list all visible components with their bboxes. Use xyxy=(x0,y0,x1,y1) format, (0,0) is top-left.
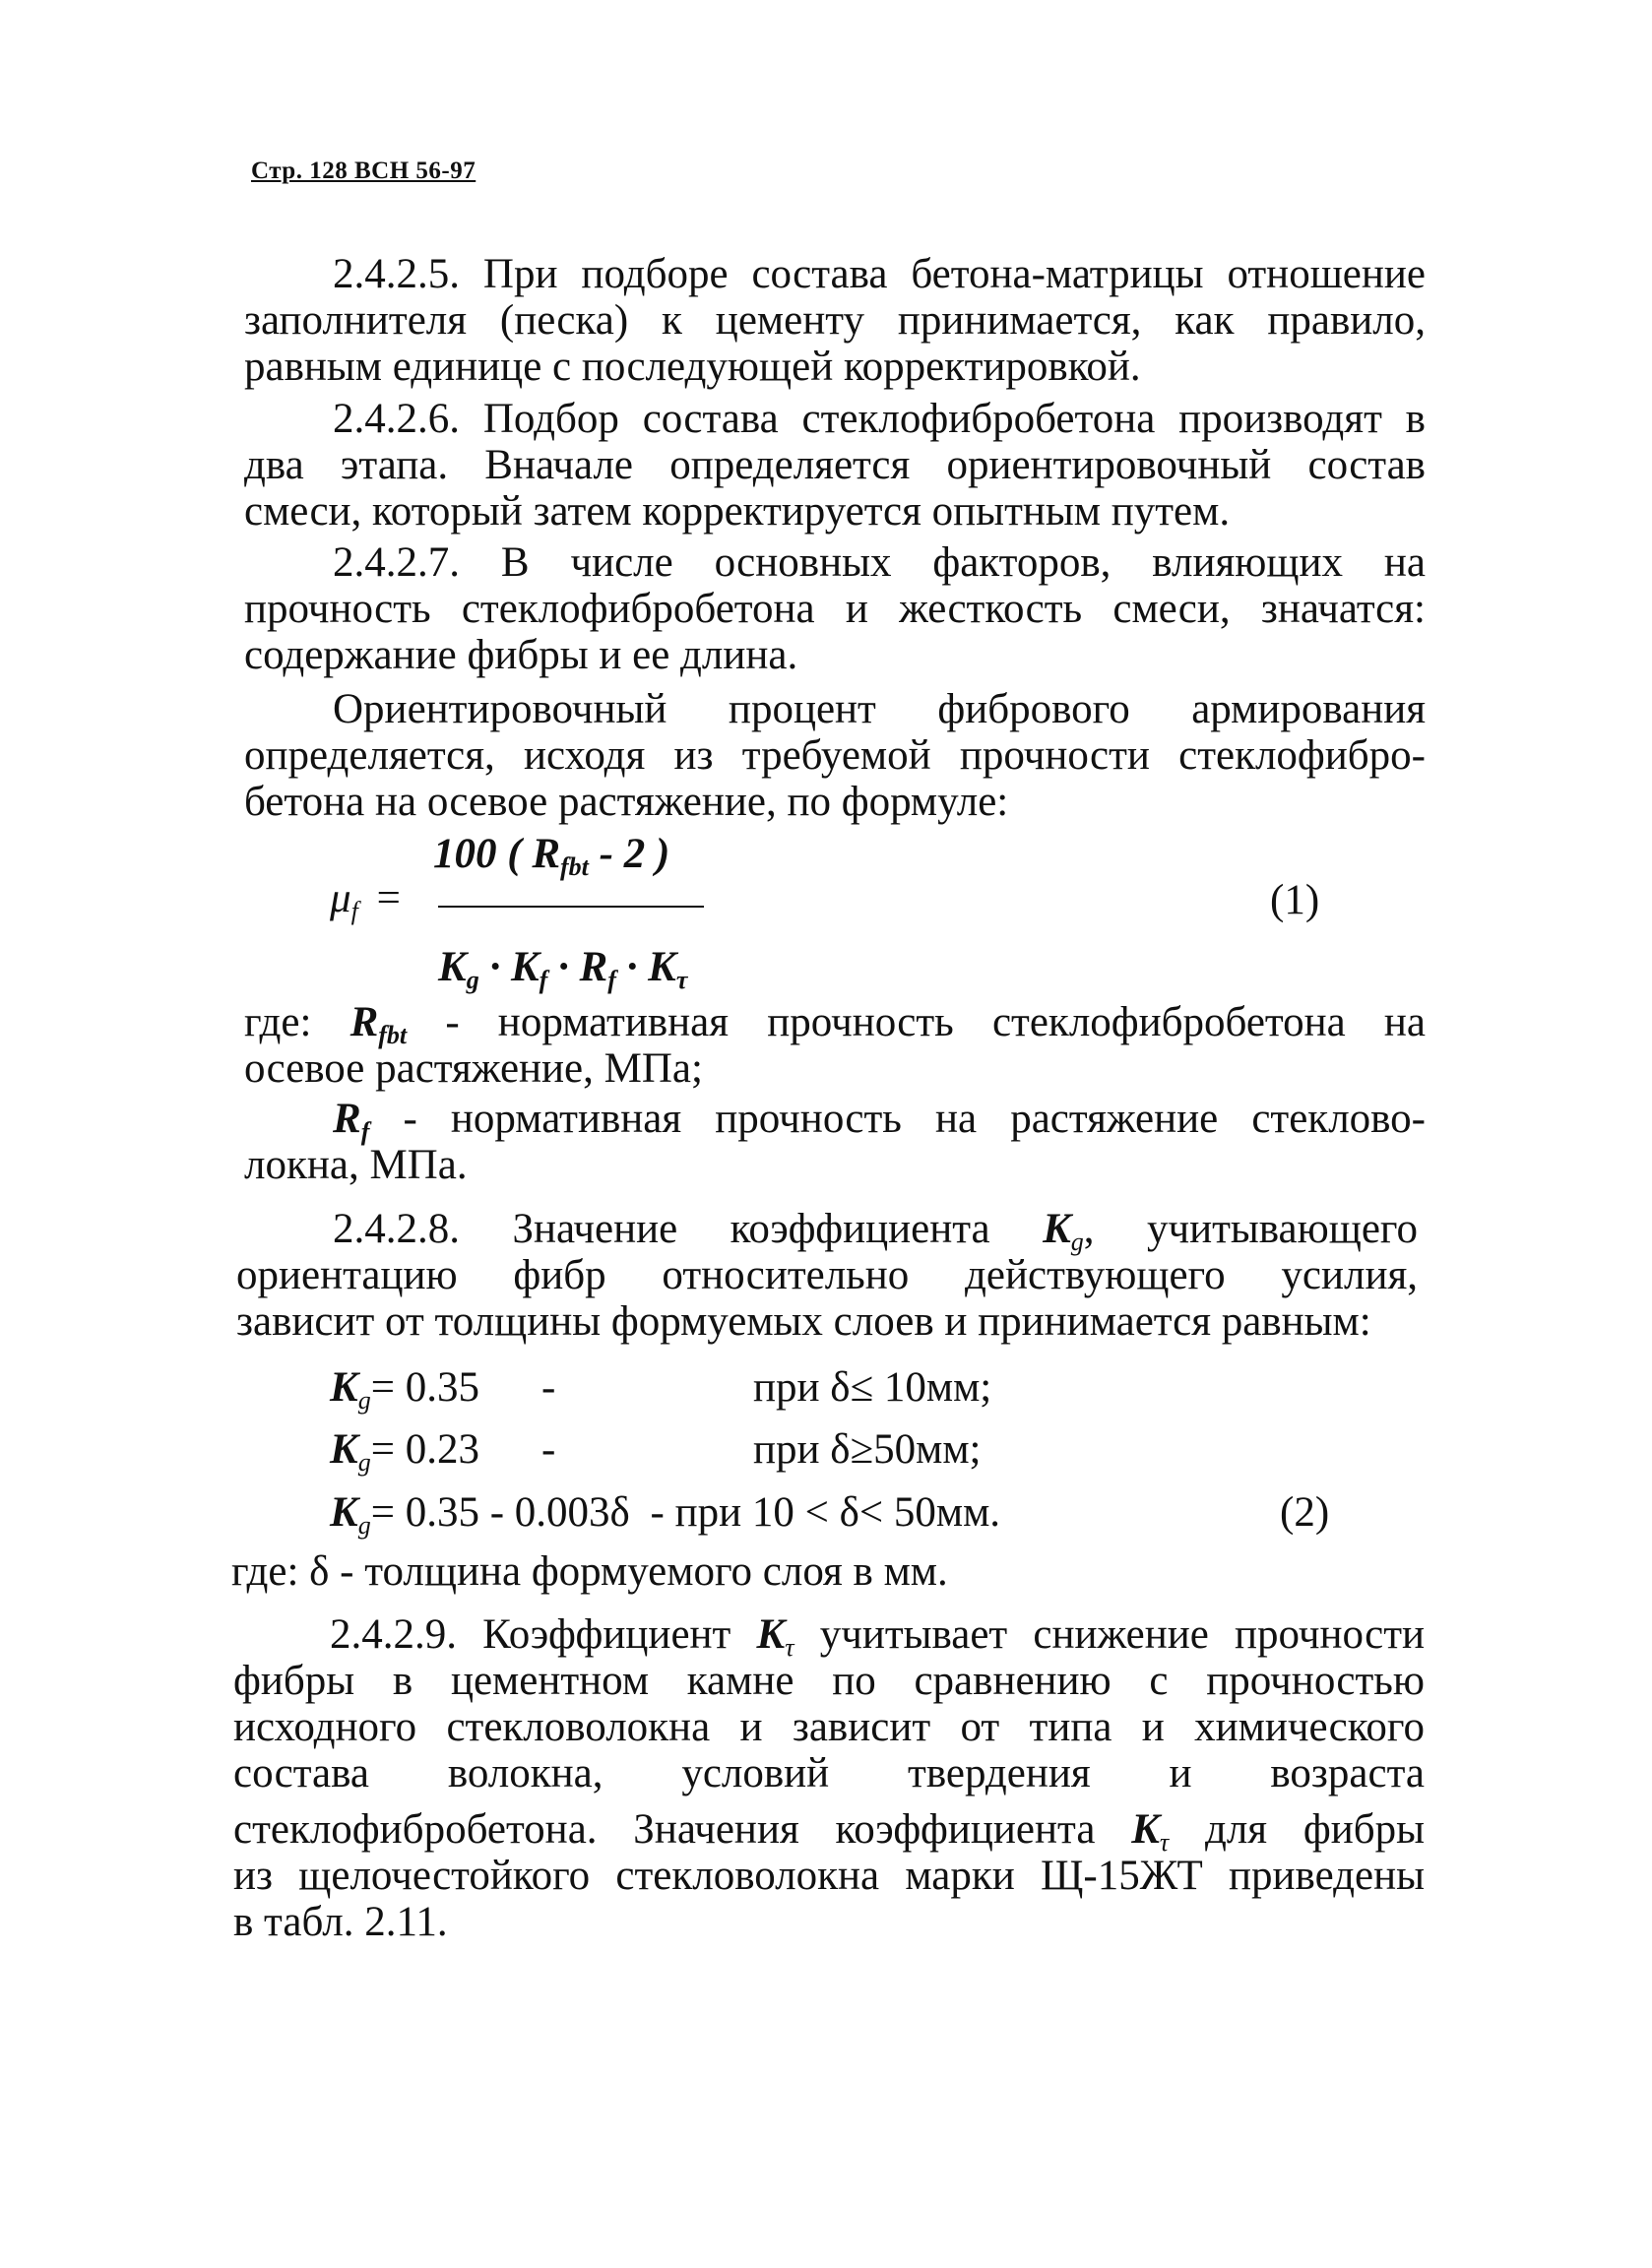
text-line: 2.4.2.6. Подбор состава стеклофибробетона производят в xyxy=(333,396,1426,442)
text-run: , учитывающего xyxy=(1083,1206,1418,1252)
text-line: ориентацию фибр относительно действующего усилия, xyxy=(236,1252,1418,1298)
text-line: 2.4.2.5. При подборе состава бетона-матрицы отношение xyxy=(333,251,1426,297)
text-line: Ориентировочный процент фибрового армирования xyxy=(333,686,1426,732)
numerator-text-end: - 2 ) xyxy=(588,831,670,877)
paragraph-2-4-2-7 xyxy=(244,539,1426,678)
text-run: учитывает снижение прочности xyxy=(794,1611,1425,1658)
paragraph-2-4-2-6 xyxy=(244,396,1426,535)
dash: - xyxy=(541,1426,556,1473)
k-symbol: K xyxy=(330,1364,358,1411)
text-line: зависит от толщины формуемых слоев и принимается равным: xyxy=(236,1298,1371,1345)
text-line: 2.4.2.7. В числе основных факторов, влияющих на xyxy=(333,539,1426,586)
k-subscript: g xyxy=(466,966,479,994)
k-subscript: g xyxy=(357,1511,371,1540)
page-header: Стр. 128 ВСН 56-97 xyxy=(251,158,477,184)
formula-1-denominator: $K_g \cdot K_f \cdot R_f \cdot K_\tau$ xyxy=(438,944,688,994)
text-line xyxy=(233,1806,1425,1857)
paragraph-2-4-2-5 xyxy=(244,251,1426,390)
text-run: стеклофибробетона. Значения коэффициента xyxy=(233,1806,1132,1853)
kg-value: = 0.23 xyxy=(370,1426,479,1473)
formula-1-numerator xyxy=(433,830,670,881)
k-symbol: K xyxy=(648,944,676,990)
text-line xyxy=(244,999,1427,1049)
equation-number-2: (2) xyxy=(1280,1489,1330,1536)
paragraph-reinforcement xyxy=(244,686,1426,825)
text-line: прочность стеклофибробетона и жесткость смеси, значатся: xyxy=(244,586,1426,632)
numerator-subscript: fbt xyxy=(560,852,589,881)
formula-1-lhs xyxy=(330,874,401,925)
k-subscript: g xyxy=(1070,1228,1084,1256)
k-subscript: τ xyxy=(785,1633,794,1662)
k-subscript: τ xyxy=(675,966,688,994)
condition: при δ≥50мм; xyxy=(753,1426,982,1473)
dash: - xyxy=(541,1364,556,1411)
kg-value: = 0.35 - 0.003δ xyxy=(370,1489,630,1536)
text-line: локна, МПа. xyxy=(244,1142,468,1188)
definition-text: - нормативная прочность стеклофибробетона на xyxy=(407,999,1427,1045)
r-subscript: fbt xyxy=(378,1021,408,1049)
condition: - при 10 < δ< 50мм. xyxy=(650,1489,1001,1536)
text-line: заполнителя (песка) к цементу принимается, как правило, xyxy=(244,297,1426,344)
definition-delta xyxy=(231,1548,1413,1595)
mu-symbol: μ xyxy=(330,875,351,921)
equals-sign: = xyxy=(376,875,401,921)
text-line: из щелочестойкого стекловолокна марки Щ-15ЖТ приведены xyxy=(233,1853,1425,1899)
condition: при δ≤ 10мм; xyxy=(753,1364,992,1411)
text-line: осевое растяжение, МПа; xyxy=(244,1045,703,1092)
k-subscript: g xyxy=(357,1386,371,1415)
mu-subscript: f xyxy=(350,897,358,925)
text-line: фибры в цементном камне по сравнению с прочностью xyxy=(233,1658,1425,1704)
text-line: равным единице с последующей корректировкой. xyxy=(244,344,1141,390)
k-symbol: K xyxy=(1131,1806,1160,1853)
k-symbol: K xyxy=(756,1611,786,1658)
paragraph-2-4-2-9 xyxy=(233,1611,1425,1945)
r-subscript: f xyxy=(360,1117,370,1146)
where-prefix: где: xyxy=(244,999,312,1045)
text-line: смеси, который затем корректируется опытным путем. xyxy=(244,488,1231,535)
kg-row-3 xyxy=(330,1488,1001,1540)
text-run: 2.4.2.8. Значение коэффициента xyxy=(333,1206,1044,1252)
equation-number-1: (1) xyxy=(1270,877,1320,923)
kg-row-2 xyxy=(330,1425,982,1477)
text-run: 2.4.2.9. Коэффициент xyxy=(330,1611,757,1658)
text-line xyxy=(233,1611,1425,1662)
r-symbol: R xyxy=(349,999,379,1045)
kg-row-1 xyxy=(330,1363,992,1415)
r-subscript: f xyxy=(607,966,616,994)
k-symbol: K xyxy=(438,944,467,990)
k-symbol: K xyxy=(330,1426,358,1473)
r-symbol: R xyxy=(333,1096,361,1142)
text-line: содержание фибры и ее длина. xyxy=(244,632,798,678)
text-line: в табл. 2.11. xyxy=(233,1899,448,1945)
text-line: два этапа. Вначале определяется ориентировочный состав xyxy=(244,442,1426,488)
k-symbol: K xyxy=(510,944,540,990)
text-line xyxy=(244,1096,1426,1146)
definition-rfbt xyxy=(244,999,1426,1092)
text-line: где: δ - толщина формуемого слоя в мм. xyxy=(231,1548,948,1595)
kg-value: = 0.35 xyxy=(370,1364,479,1411)
text-line: исходного стекловолокна и зависит от типа и химического xyxy=(233,1704,1425,1750)
numerator-text: 100 ( R xyxy=(433,831,560,877)
definition-text: - нормативная прочность на растяжение стеклово- xyxy=(369,1096,1426,1142)
text-line: бетона на осевое растяжение, по формуле: xyxy=(244,779,1009,825)
paragraph-2-4-2-8 xyxy=(236,1206,1418,1345)
fraction-bar xyxy=(438,906,704,908)
k-subscript: τ xyxy=(1159,1828,1170,1857)
text-line xyxy=(236,1206,1418,1256)
definition-rf xyxy=(244,1096,1426,1188)
k-subscript: g xyxy=(357,1448,371,1477)
k-subscript: f xyxy=(539,966,548,994)
k-symbol: K xyxy=(330,1489,358,1536)
text-line: состава волокна, условий твердения и возраста xyxy=(233,1750,1425,1796)
text-run: для фибры xyxy=(1169,1806,1425,1853)
text-line: определяется, исходя из требуемой прочности стеклофибро- xyxy=(244,732,1426,779)
k-symbol: K xyxy=(1043,1206,1071,1252)
